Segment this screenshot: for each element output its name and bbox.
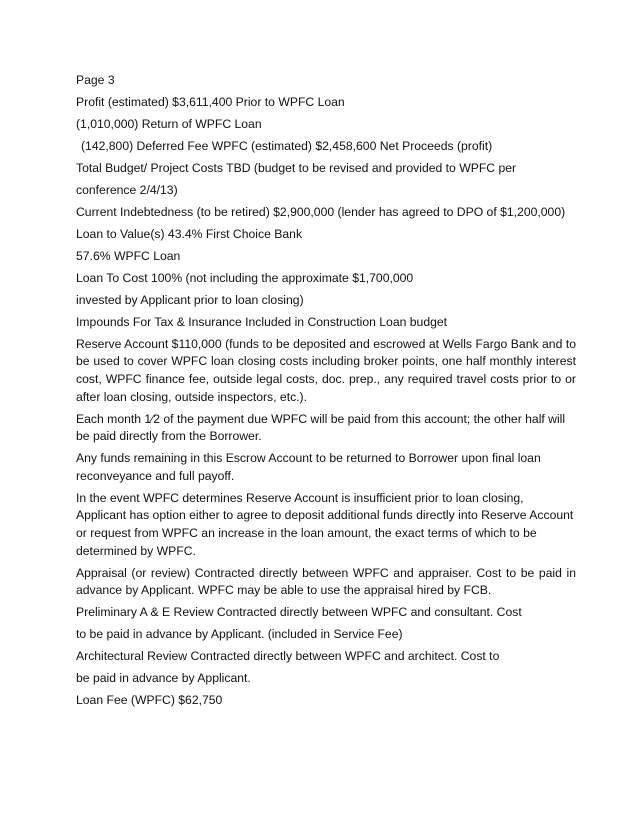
- loan-fee-line: Loan Fee (WPFC) $62,750: [76, 693, 223, 708]
- appraisal-paragraph: Appraisal (or review) Contracted directly between WPFC and appraiser. Cost to be paid in advance by Applicant. WPFC may be able to use the appraisal hired by FCB.: [76, 565, 576, 598]
- document-body: [76, 72, 576, 714]
- total-budget-line: Total Budget/ Project Costs TBD (budget to be revised and provided to WPFC per: [76, 160, 517, 175]
- architectural-review-continued: be paid in advance by Applicant.: [76, 671, 251, 686]
- return-loan-line: (1,010,000) Return of WPFC Loan: [76, 116, 262, 131]
- loan-to-cost-line: Loan To Cost 100% (not including the approximate $1,700,000: [76, 270, 414, 285]
- insufficient-reserve-paragraph: In the event WPFC determines Reserve Account is insufficient prior to loan closing, Applicant has option either to agree to deposit additional funds directly into Reserve Account or request from WPFC an increase in the loan amount, the exact terms of which to be determined by WPFC.: [76, 490, 574, 558]
- loan-to-value-line: Loan to Value(s) 43.4% First Choice Bank: [76, 226, 303, 241]
- current-indebtedness-line: Current Indebtedness (to be retired) $2,900,000 (lender has agreed to DPO of $1,200,000): [76, 204, 566, 219]
- total-budget-continued: conference 2/4/13): [76, 182, 178, 197]
- profit-line: Profit (estimated) $3,611,400 Prior to WPFC Loan: [76, 94, 345, 109]
- deferred-fee-line: (142,800) Deferred Fee WPFC (estimated) $2,458,600 Net Proceeds (profit): [81, 138, 493, 153]
- preliminary-review-continued: to be paid in advance by Applicant. (included in Service Fee): [76, 627, 403, 642]
- reserve-account-paragraph: Reserve Account $110,000 (funds to be deposited and escrowed at Wells Fargo Bank and to be used to cover WPFC loan closing costs including broker points, one half monthly interest cost, WPFC finance fee, outside legal costs, doc. prep., any required travel costs prior to or after loan closing, outside inspectors, etc.).: [76, 336, 576, 404]
- loan-to-cost-continued: invested by Applicant prior to loan closing): [76, 292, 304, 307]
- impounds-line: Impounds For Tax & Insurance Included in Construction Loan budget: [76, 314, 448, 329]
- monthly-payment-paragraph: Each month 1⁄2 of the payment due WPFC will be paid from this account; the other half will be paid directly from the Borrower.: [76, 411, 566, 444]
- page-number: Page 3: [76, 73, 115, 87]
- remaining-funds-paragraph: Any funds remaining in this Escrow Account to be returned to Borrower upon final loan reconveyance and full payoff.: [76, 451, 541, 483]
- wpfc-loan-ltv-line: 57.6% WPFC Loan: [76, 248, 181, 263]
- preliminary-review-line: Preliminary A & E Review Contracted directly between WPFC and consultant. Cost: [76, 605, 522, 620]
- architectural-review-line: Architectural Review Contracted directly between WPFC and architect. Cost to: [76, 649, 500, 664]
